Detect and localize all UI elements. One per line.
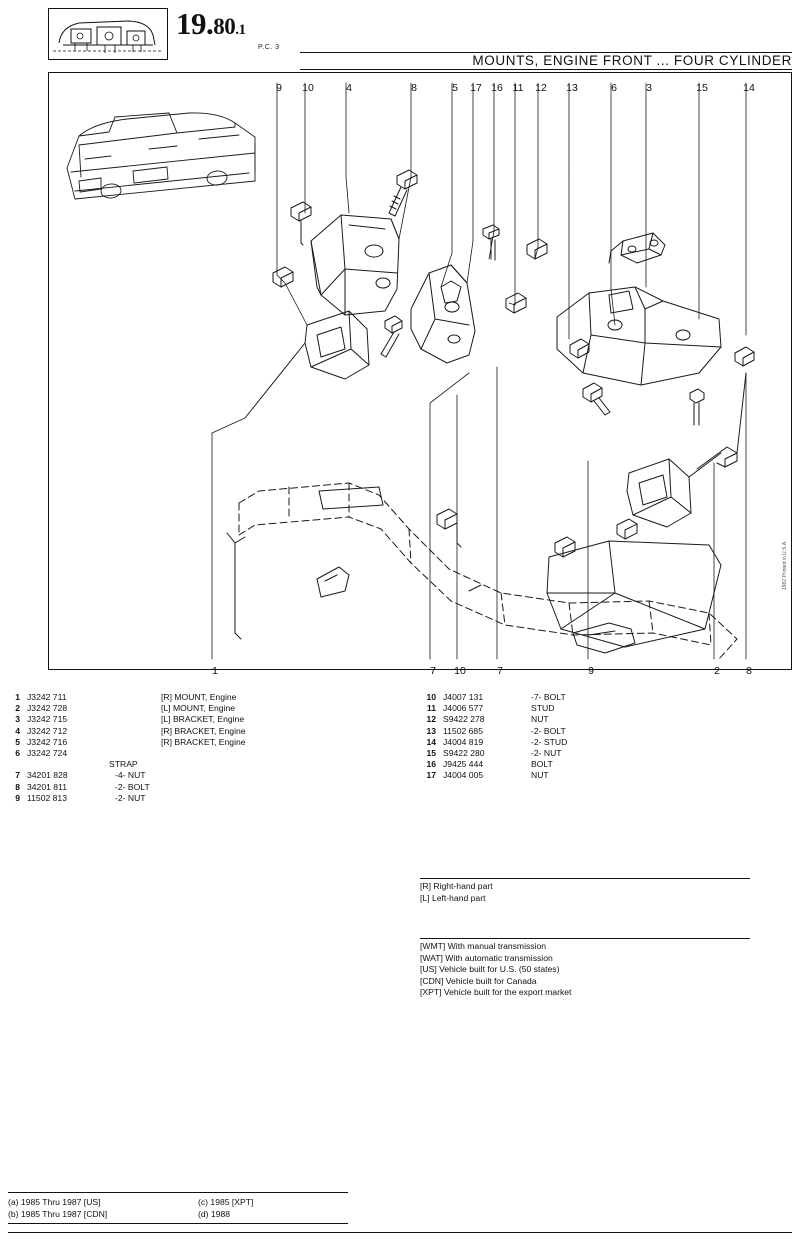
parts-description: [R] MOUNT, Engine <box>161 692 237 702</box>
parts-description: [R] BRACKET, Engine <box>161 736 246 747</box>
parts-number: 34201 811 <box>27 781 67 792</box>
page-bottom-rule <box>8 1232 792 1233</box>
parts-number: J3242 711 <box>27 692 67 702</box>
illustration-frame <box>48 72 792 670</box>
parts-row <box>4 726 246 737</box>
legend-line: [US] Vehicle built for U.S. (50 states) <box>420 964 560 974</box>
callout-number: 9 <box>276 82 282 94</box>
parts-index: 4 <box>15 725 20 736</box>
footer-rule-bottom <box>8 1223 348 1224</box>
parts-quantity: -7- BOLT <box>531 692 566 702</box>
page-number <box>176 6 246 42</box>
parts-row <box>4 793 246 804</box>
parts-index: 10 <box>426 692 436 702</box>
parts-description: [L] MOUNT, Engine <box>161 703 236 714</box>
footer-note: (c) 1985 [XPT] <box>198 1197 254 1207</box>
callout-number: 4 <box>346 82 352 94</box>
legend-line: [L] Left-hand part <box>420 892 486 903</box>
parts-row <box>4 703 246 714</box>
page-number-sub: 80 <box>213 14 236 39</box>
parts-index: 17 <box>426 770 436 781</box>
callout-number: 3 <box>646 82 652 94</box>
footer-rule-top <box>8 1192 348 1193</box>
page-number-suffix: .1 <box>235 22 246 38</box>
parts-quantity: -2- NUT <box>115 792 146 803</box>
parts-number: 34201 828 <box>27 770 68 781</box>
parts-index: 15 <box>426 747 436 758</box>
parts-quantity: -2- BOLT <box>531 725 566 736</box>
parts-quantity: -2- BOLT <box>115 781 150 792</box>
parts-row <box>4 748 246 759</box>
legend-market-codes <box>420 938 750 999</box>
parts-quantity: BOLT <box>531 759 553 770</box>
exploded-parts-diagram <box>49 73 791 669</box>
parts-index: 6 <box>15 747 20 758</box>
parts-quantity: -2- STUD <box>531 736 568 747</box>
callout-number: 7 <box>430 665 436 677</box>
parts-number: 11502 685 <box>443 725 483 736</box>
callout-number: 16 <box>491 82 503 94</box>
callout-number: 12 <box>535 82 547 94</box>
parts-row <box>420 692 577 703</box>
print-note <box>782 580 788 590</box>
parts-list-left <box>4 692 246 804</box>
parts-row <box>420 770 577 781</box>
legend-line: [WMT] With manual transmission <box>420 941 547 951</box>
parts-row <box>4 782 246 793</box>
parts-index: 12 <box>426 714 436 725</box>
parts-number: J3242 716 <box>27 736 68 747</box>
parts-row <box>420 726 577 737</box>
parts-number: J4004 819 <box>443 736 484 747</box>
callout-number: 5 <box>452 82 458 94</box>
footer-row <box>8 1208 348 1220</box>
legend-line: [R] Right-hand part <box>420 881 493 891</box>
page-number-main: 19 <box>176 6 206 41</box>
parts-index: 1 <box>15 692 20 702</box>
parts-index: 8 <box>15 781 20 792</box>
parts-list-right <box>420 692 577 782</box>
legend-hand-parts <box>420 878 750 904</box>
parts-number: J9425 444 <box>443 759 484 770</box>
callout-number: 13 <box>566 82 578 94</box>
parts-row <box>4 692 246 703</box>
pc-line: P.C. 3 <box>258 44 280 51</box>
callout-number: 10 <box>302 82 314 94</box>
parts-row <box>4 737 246 748</box>
page-title: MOUNTS, ENGINE FRONT ... FOUR CYLINDER <box>472 53 792 68</box>
parts-index: 9 <box>15 792 20 803</box>
parts-index: 2 <box>15 703 20 714</box>
callout-number: 9 <box>588 665 594 677</box>
parts-index: 14 <box>426 736 436 747</box>
page-number-dot: . <box>206 6 214 41</box>
footer-note: (a) 1985 Thru 1987 [US] <box>8 1197 101 1207</box>
parts-number: J3242 712 <box>27 725 68 736</box>
parts-description: STRAP <box>109 759 138 770</box>
legend-line: [CDN] Vehicle built for Canada <box>420 975 537 986</box>
legend-line: [WAT] With automatic transmission <box>420 952 553 963</box>
parts-row <box>4 770 246 781</box>
parts-index: 7 <box>15 770 20 781</box>
parts-description: [L] BRACKET, Engine <box>161 714 245 725</box>
parts-number: J3242 715 <box>27 714 68 725</box>
parts-quantity: NUT <box>531 714 549 725</box>
callout-number: 2 <box>714 665 720 677</box>
parts-number: S9422 278 <box>443 714 485 725</box>
callout-number: 1 <box>212 665 218 677</box>
parts-number: J4006 577 <box>443 703 484 714</box>
parts-quantity: -2- NUT <box>531 747 562 758</box>
parts-index: 11 <box>426 703 436 714</box>
callout-number: 14 <box>743 82 755 94</box>
parts-quantity: -4- NUT <box>115 770 146 781</box>
callout-number: 10 <box>454 665 466 677</box>
parts-index: 16 <box>426 759 436 770</box>
parts-number: S9422 280 <box>443 747 485 758</box>
engine-mounts-thumbnail-icon <box>48 8 168 60</box>
legend-line: [XPT] Vehicle built for the export market <box>420 987 572 997</box>
parts-number: J4007 131 <box>443 692 484 702</box>
parts-row <box>420 759 577 770</box>
parts-row <box>420 714 577 725</box>
parts-row <box>420 737 577 748</box>
parts-number: J3242 724 <box>27 747 68 758</box>
parts-quantity: NUT <box>531 770 549 781</box>
legend-hand-rule <box>420 878 750 879</box>
parts-row <box>420 703 577 714</box>
parts-index: 3 <box>15 714 20 725</box>
callout-number: 8 <box>746 665 752 677</box>
callout-number: 15 <box>696 82 708 94</box>
footer-note: (b) 1985 Thru 1987 [CDN] <box>8 1209 108 1219</box>
parts-number: 11502 813 <box>27 792 67 803</box>
parts-number: J4004 005 <box>443 770 484 781</box>
footer-model-years <box>8 1192 348 1224</box>
footer-row <box>8 1196 348 1208</box>
callout-number: 6 <box>611 82 617 94</box>
parts-row <box>420 748 577 759</box>
callout-number: 7 <box>497 665 503 677</box>
parts-number: J3242 728 <box>27 703 68 714</box>
parts-index: 5 <box>15 736 20 747</box>
parts-description: [R] BRACKET, Engine <box>161 725 246 736</box>
legend-codes-rule <box>420 938 750 939</box>
callout-number: 17 <box>470 82 482 94</box>
parts-row <box>4 759 246 770</box>
parts-index: 13 <box>426 725 436 736</box>
footer-note: (d) 1988 <box>198 1209 231 1219</box>
callout-number: 11 <box>512 82 524 94</box>
parts-row <box>4 714 246 725</box>
parts-quantity: STUD <box>531 703 555 714</box>
callout-number: 8 <box>411 82 417 94</box>
